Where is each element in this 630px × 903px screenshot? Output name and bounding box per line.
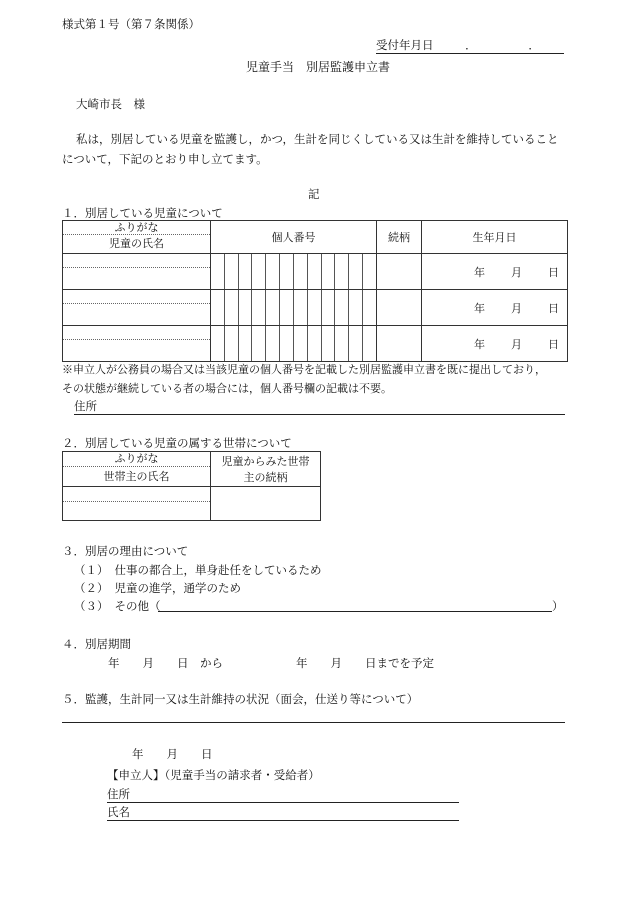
address-label: 住所 — [74, 399, 97, 413]
household-relation-header — [211, 452, 321, 487]
reason-1-text: 仕事の都合上，単身赴任をしているため — [114, 563, 322, 577]
child-row — [63, 254, 568, 290]
household-table — [62, 451, 321, 521]
month-label: 月 — [511, 337, 522, 351]
applicant-address-label: 住所 — [107, 787, 130, 801]
form-number: 様式第１号（第７条関係） — [62, 17, 200, 31]
period-to[interactable]: 年 月 日までを予定 — [296, 656, 434, 670]
child-birthdate-cell[interactable] — [422, 290, 568, 326]
reason-2 — [74, 580, 241, 596]
reason-2-text: 児童の進学，通学のため — [114, 581, 241, 595]
child-name-cell[interactable] — [63, 254, 211, 290]
child-name-cell[interactable] — [63, 326, 211, 362]
section3-heading: ３．別居の理由について — [62, 544, 189, 558]
reason-3-number: （３） — [74, 599, 109, 613]
day-label: 日 — [548, 337, 559, 351]
child-birthdate-cell[interactable] — [422, 326, 568, 362]
household-head-header — [63, 452, 211, 487]
child-relation-cell[interactable] — [377, 254, 422, 290]
other-reason-field[interactable] — [158, 598, 552, 612]
reason-1-number: （１） — [74, 563, 109, 577]
applicant-name-field[interactable] — [107, 804, 459, 821]
section2-heading: ２．別居している児童の属する世帯について — [62, 436, 292, 450]
statement-line-2: について，下記のとおり申し立てます。 — [62, 152, 268, 166]
child-birthdate-cell[interactable] — [422, 254, 568, 290]
addressee: 大崎市長 様 — [76, 97, 145, 111]
statement-line-1: 私は，別居している児童を監護し，かつ，生計を同じくしている又は生計を維持していること — [76, 132, 559, 146]
household-head-name-cell[interactable] — [63, 487, 211, 521]
ki-heading: 記 — [308, 187, 320, 201]
mynumber-note-line-1: ※申立人が公務員の場合又は当該児童の個人番号を記載した別居監護申立書を既に提出しており， — [62, 363, 546, 376]
household-relation-line-1: 児童からみた世帯 — [221, 455, 310, 468]
birthdate-header: 生年月日 — [422, 221, 568, 254]
month-label: 月 — [511, 265, 522, 279]
child-mynumber-cell[interactable] — [211, 254, 377, 290]
year-label: 年 — [474, 265, 485, 279]
reason-3-text: その他（ — [114, 599, 161, 613]
child-mynumber-cell[interactable] — [211, 326, 377, 362]
reason-1 — [74, 562, 322, 578]
children-name-header — [63, 221, 211, 254]
child-mynumber-cell[interactable] — [211, 290, 377, 326]
furigana-label: ふりがな — [63, 452, 210, 467]
reason-3 — [74, 598, 161, 614]
household-relation-line-2: 主の続柄 — [243, 471, 288, 484]
relation-header: 続柄 — [377, 221, 422, 254]
day-label: 日 — [548, 301, 559, 315]
section1-heading: １．別居している児童について — [62, 206, 223, 220]
document-title: 児童手当 別居監護申立書 — [246, 60, 391, 74]
child-relation-cell[interactable] — [377, 290, 422, 326]
year-label: 年 — [474, 301, 485, 315]
child-address-field[interactable] — [74, 398, 565, 415]
applicant-name-label: 氏名 — [107, 805, 130, 819]
day-label: 日 — [548, 265, 559, 279]
mynumber-header: 個人番号 — [211, 221, 377, 254]
child-relation-cell[interactable] — [377, 326, 422, 362]
reason-2-number: （２） — [74, 581, 109, 595]
received-date-field[interactable] — [376, 37, 564, 54]
year-label: 年 — [474, 337, 485, 351]
section4-heading: ４．別居期間 — [62, 637, 131, 651]
section5-heading: ５．監護，生計同一又は生計維持の状況（面会，仕送り等について） — [62, 692, 419, 706]
child-name-label: 児童の氏名 — [109, 237, 164, 250]
period-from[interactable]: 年 月 日 から — [108, 656, 223, 670]
received-date-label: 受付年月日 — [376, 38, 434, 52]
status-field[interactable] — [62, 721, 565, 723]
household-relation-cell[interactable] — [211, 487, 321, 521]
furigana-label: ふりがな — [63, 221, 210, 235]
applicant-address-field[interactable] — [107, 786, 459, 803]
children-table — [62, 220, 568, 362]
reason-3-close: ） — [552, 599, 564, 613]
child-row — [63, 326, 568, 362]
applicant-date[interactable]: 年 月 日 — [132, 747, 213, 761]
applicant-label: 【申立人】（児童手当の請求者・受給者） — [107, 768, 320, 782]
month-label: 月 — [511, 301, 522, 315]
mynumber-note-line-2: その状態が継続している者の場合には，個人番号欄の記載は不要。 — [62, 382, 392, 395]
household-head-name-label: 世帯主の氏名 — [103, 470, 170, 483]
child-row — [63, 290, 568, 326]
received-date-separators: ． ． — [465, 38, 540, 52]
child-name-cell[interactable] — [63, 290, 211, 326]
